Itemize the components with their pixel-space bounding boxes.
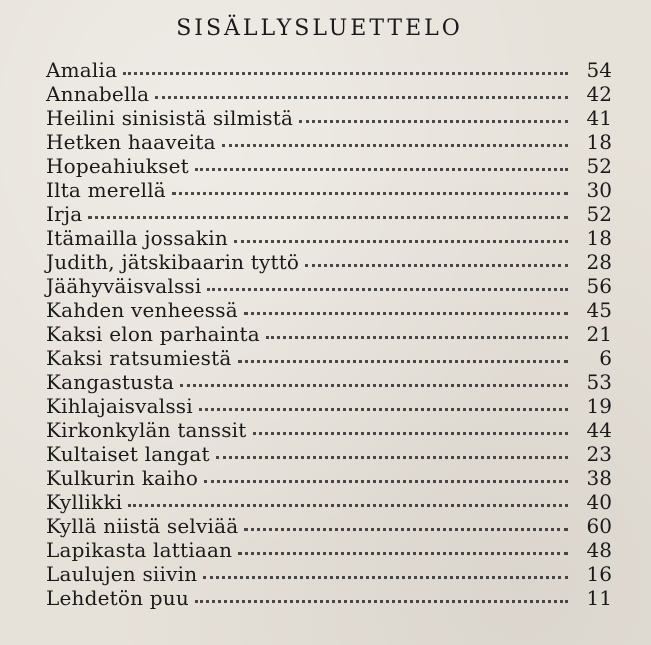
toc-entry [46,392,612,416]
dot-leader [244,312,568,315]
toc-entry-title: Kulkurin kaiho [46,466,199,490]
toc-entry [46,536,612,560]
dot-leader [222,144,568,147]
toc-entry-page: 52 [586,154,612,178]
toc-entry-title: Kyllikki [46,490,123,514]
toc-entry-title: Kihlajaisvalssi [46,394,193,418]
toc-entry [46,200,612,224]
page-title: SISÄLLYSLUETTELO [176,16,463,41]
toc-entry-title: Heilini sinisistä silmistä [46,106,294,130]
toc-entry [46,224,612,248]
toc-entry-title: Irja [46,202,83,226]
dot-leader [128,504,568,507]
toc-entry-title: Laulujen siivin [46,562,198,586]
toc-entry-page: 48 [586,538,612,562]
toc-entry-page: 18 [586,226,612,250]
dot-leader [253,432,568,435]
toc-entry [46,344,612,368]
dot-leader [180,384,568,387]
toc-entry-title: Kultaiset langat [46,442,210,466]
toc-entry-page: 42 [586,82,612,106]
toc-entry-title: Ilta merellä [46,178,166,202]
dot-leader [238,360,569,363]
toc-entry [46,560,612,584]
toc-entry-page: 6 [599,346,612,370]
toc-entry-page: 41 [586,106,612,130]
toc-entry-title: Kangastusta [46,370,175,394]
toc-entry-title: Kaksi elon parhainta [46,322,260,346]
toc-entry [46,248,612,272]
toc-entry [46,512,612,536]
toc-entry-title: Jäähyväisvalssi [46,274,202,298]
dot-leader [195,600,568,603]
dot-leader [207,288,568,291]
toc-entry-page: 28 [586,250,612,274]
toc-entry [46,80,612,104]
toc-entry [46,440,612,464]
dot-leader [155,96,568,99]
toc-entry-title: Judith, jätskibaarin tyttö [46,250,300,274]
toc-entry [46,296,612,320]
dot-leader [123,72,568,75]
toc-entry [46,176,612,200]
toc-entry [46,128,612,152]
toc-entry [46,152,612,176]
dot-leader [266,336,568,339]
toc-entry-title: Kyllä niistä selviää [46,514,239,538]
toc-entry-page: 19 [586,394,612,418]
toc-entry [46,56,612,80]
toc-entry [46,488,612,512]
toc-entry-title: Hopeahiukset [46,154,189,178]
toc-entry [46,416,612,440]
toc-entry [46,272,612,296]
dot-leader [234,240,568,243]
toc-entry-title: Lapikasta lattiaan [46,538,233,562]
toc-entry-title: Kaksi ratsumiestä [46,346,232,370]
dot-leader [244,528,568,531]
dot-leader [203,576,568,579]
toc-entry-page: 23 [586,442,612,466]
toc-entry-page: 18 [586,130,612,154]
table-of-contents [46,56,612,608]
toc-entry-title: Hetken haaveita [46,130,216,154]
toc-entry-page: 53 [586,370,612,394]
dot-leader [195,168,568,171]
toc-entry-page: 56 [586,274,612,298]
toc-entry-page: 38 [586,466,612,490]
toc-entry [46,584,612,608]
dot-leader [238,552,568,555]
toc-entry-page: 30 [586,178,612,202]
toc-entry-page: 45 [586,298,612,322]
toc-entry-page: 44 [586,418,612,442]
toc-entry-page: 40 [586,490,612,514]
toc-entry-title: Annabella [46,82,150,106]
dot-leader [216,456,568,459]
toc-entry-page: 11 [586,586,612,610]
dot-leader [299,120,568,123]
dot-leader [172,192,568,195]
toc-entry-title: Lehdetön puu [46,586,189,610]
toc-entry [46,464,612,488]
toc-entry-page: 54 [586,58,612,82]
toc-entry-page: 21 [586,322,612,346]
toc-entry-page: 16 [586,562,612,586]
toc-entry [46,104,612,128]
toc-entry-title: Kirkonkylän tanssit [46,418,247,442]
toc-entry-title: Amalia [46,58,118,82]
toc-entry-title: Kahden venheessä [46,298,238,322]
toc-entry-page: 60 [586,514,612,538]
toc-entry [46,368,612,392]
dot-leader [305,264,568,267]
dot-leader [88,216,568,219]
dot-leader [199,408,568,411]
toc-entry-page: 52 [586,202,612,226]
dot-leader [204,480,568,483]
toc-entry [46,320,612,344]
toc-entry-title: Itämailla jossakin [46,226,228,250]
